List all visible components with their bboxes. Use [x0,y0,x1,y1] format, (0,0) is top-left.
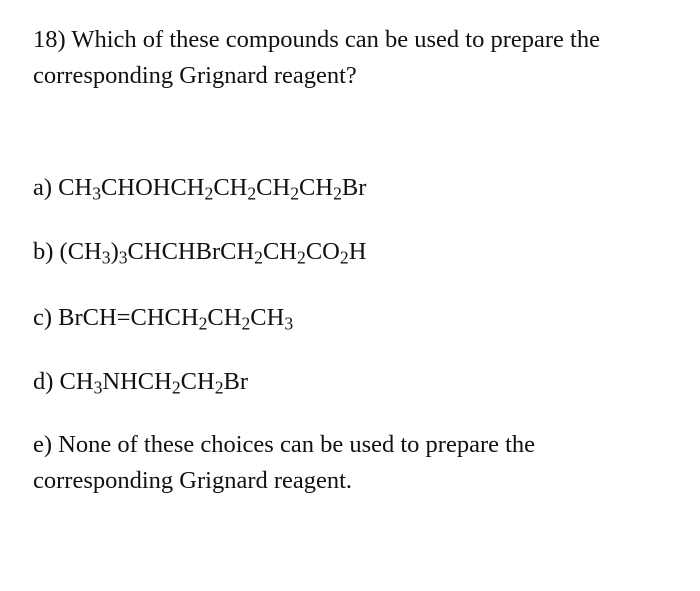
formula-text: CHOHCH [101,174,205,201]
formula-text: CH [256,174,291,201]
question-text [33,22,673,94]
formula-subscript: 2 [247,183,257,204]
formula-subscript: 2 [198,313,208,334]
option-label: a) [33,174,53,201]
option-label: b) [33,238,54,265]
question-number: 18) [33,26,66,53]
formula-subscript: 2 [214,377,224,398]
formula-text: CH [180,368,215,395]
formula-text: NHCH [102,368,172,395]
formula-subscript: 2 [171,377,181,398]
formula-text: CH [207,304,242,331]
formula-subscript: 3 [101,247,111,268]
formula-text: CH [262,238,298,265]
option-b [33,234,366,270]
formula-text: CO [305,238,340,265]
formula-subscript: 2 [241,313,251,334]
formula-text: CHCHBrCH [127,238,255,265]
option-label: c) [33,304,53,331]
formula-text: CH [58,174,93,201]
formula-text: CH [299,174,334,201]
question-body: Which of these compounds can be used to prepare the corresponding Grignard reagent? [33,26,600,89]
formula-text: CH [59,368,94,395]
formula-text: Br [341,174,367,201]
option-e [33,427,633,499]
option-formula [59,238,367,268]
formula-subscript: 3 [92,183,102,204]
formula-text: ) [110,238,119,265]
formula-subscript: 2 [254,247,263,268]
formula-subscript: 2 [297,247,306,268]
option-a [33,170,366,206]
formula-text: Br [223,368,248,395]
option-label: d) [33,368,54,395]
option-text: None of these choices can be used to prepare the corresponding Grignard reagent. [33,431,536,494]
formula-subscript: 2 [333,183,342,204]
formula-subscript: 3 [284,313,294,334]
formula-subscript: 3 [118,247,128,268]
option-d [33,364,248,400]
formula-text: CH [250,304,285,331]
option-label: e) [33,431,53,458]
formula-subscript: 2 [339,247,349,268]
option-formula [59,368,248,398]
option-formula [58,304,294,334]
formula-subscript: 2 [204,183,214,204]
formula-text: CH [213,174,248,201]
option-c [33,300,293,336]
formula-subscript: 2 [290,183,300,204]
formula-text: BrCH=CHCH [58,304,199,331]
option-formula [58,174,367,204]
formula-subscript: 3 [93,377,103,398]
formula-text: H [348,238,367,265]
formula-text: (CH [59,238,102,265]
